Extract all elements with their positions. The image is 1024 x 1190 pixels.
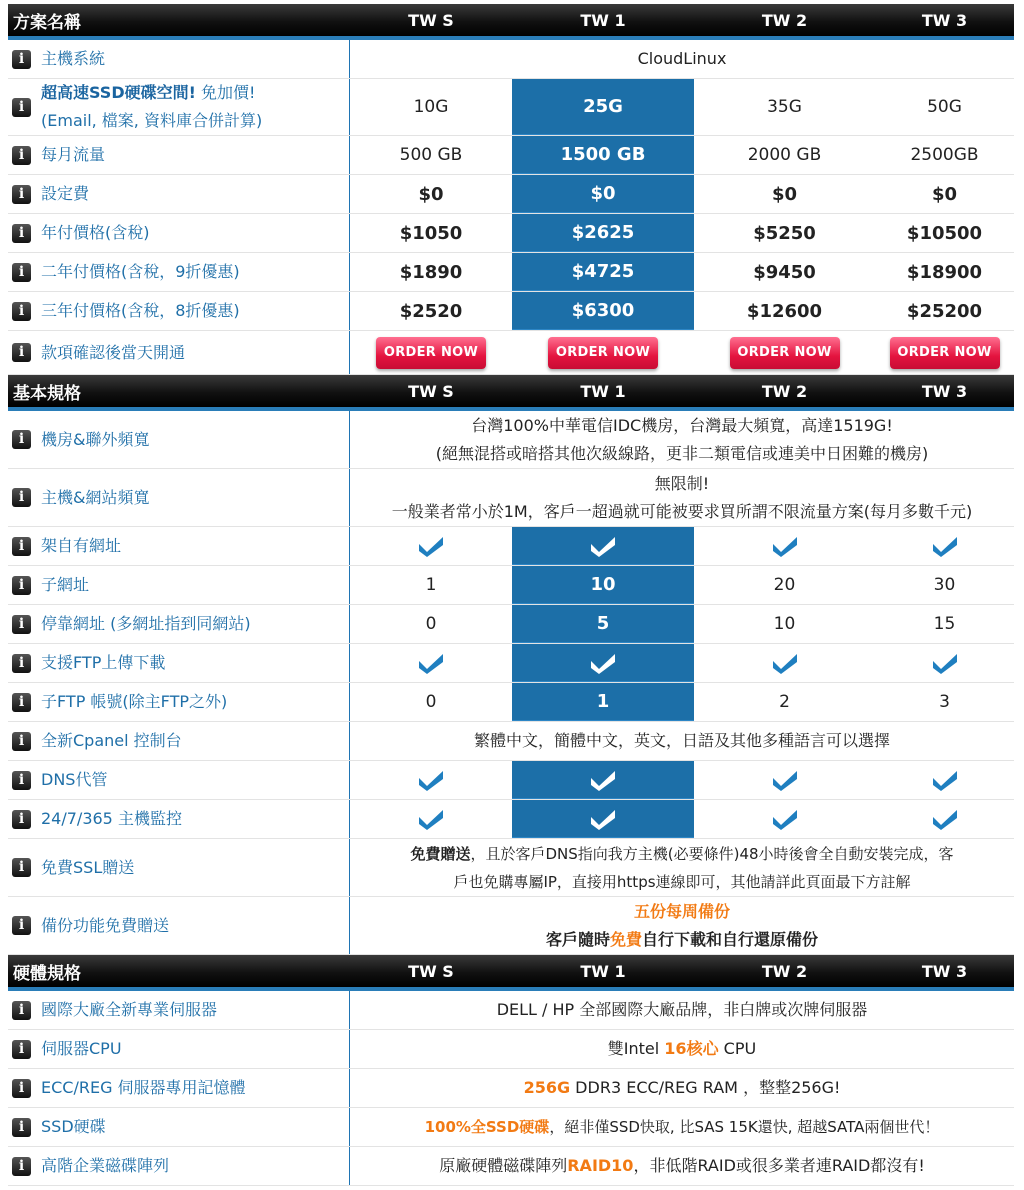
- plan-header: TW 2: [761, 381, 808, 401]
- cell-value: 2: [779, 692, 790, 712]
- table-row: [8, 214, 1014, 253]
- row-label: 國際大廠全新專業伺服器: [41, 1000, 218, 1019]
- cell-value: 台灣100%中華電信IDC機房，台灣最大頻寬，高達1519G! (絕無混搭或暗搭其他次級線路，更非二類電信或連美中日困難的機房): [435, 415, 929, 463]
- check-icon: [418, 769, 444, 791]
- plan-header: TW 1: [580, 381, 626, 401]
- info-icon[interactable]: i: [12, 1157, 31, 1176]
- cell-value: $2625: [512, 214, 694, 252]
- cell-value: 10: [512, 566, 694, 604]
- cell-value: 1500 GB: [512, 136, 694, 174]
- info-icon[interactable]: i: [12, 185, 31, 204]
- table-row: [8, 527, 1014, 566]
- check-icon: [772, 535, 798, 557]
- row-label: 子網址: [41, 575, 90, 594]
- cell-value: $18900: [906, 261, 983, 283]
- check-icon: [932, 808, 958, 830]
- cell-value: 10G: [413, 97, 449, 117]
- table-row: [8, 722, 1014, 761]
- check-icon: [932, 652, 958, 674]
- info-icon[interactable]: i: [12, 98, 31, 117]
- info-icon[interactable]: i: [12, 1118, 31, 1137]
- plan-header: TW 3: [921, 381, 968, 401]
- cell-value: 原廠硬體磁碟陣列RAID10，非低階RAID或很多業者連RAID都沒有!: [439, 1156, 925, 1175]
- plan-header: TW 1: [580, 961, 626, 981]
- info-icon[interactable]: i: [12, 1079, 31, 1098]
- row-label: 24/7/365 主機監控: [41, 809, 182, 828]
- check-icon: [772, 652, 798, 674]
- cell-value: $12600: [746, 300, 823, 322]
- row-label: 年付價格(含稅): [41, 223, 150, 242]
- table-row: [8, 761, 1014, 800]
- info-icon[interactable]: i: [12, 224, 31, 243]
- check-icon: [772, 769, 798, 791]
- table-row: [8, 1147, 1014, 1186]
- cell-value: $6300: [512, 292, 694, 330]
- cell-value: $0: [771, 183, 798, 205]
- info-icon[interactable]: i: [12, 343, 31, 362]
- info-icon[interactable]: i: [12, 810, 31, 829]
- cell-value: 0: [425, 614, 437, 634]
- cell-value: $25200: [906, 300, 983, 322]
- check-icon: [772, 808, 798, 830]
- row-label: 免費SSL贈送: [41, 857, 135, 877]
- section-header-basic: [8, 375, 1014, 411]
- info-icon[interactable]: i: [12, 693, 31, 712]
- cell-value: 無限制! 一般業者常小於1M，客戶一超過就可能被要求買所謂不限流量方案(每月多數千元): [391, 473, 973, 521]
- info-icon[interactable]: i: [12, 537, 31, 556]
- order-now-button[interactable]: ORDER NOW: [730, 337, 840, 369]
- table-row: [8, 292, 1014, 331]
- section-header-hardware: [8, 955, 1014, 991]
- check-icon: [590, 535, 616, 557]
- check-icon: [418, 652, 444, 674]
- row-label: SSD硬碟: [41, 1117, 106, 1136]
- table-row: [8, 1069, 1014, 1108]
- info-icon[interactable]: i: [12, 576, 31, 595]
- row-label: 主機系統: [41, 49, 106, 68]
- table-row: [8, 897, 1014, 955]
- check-icon: [932, 769, 958, 791]
- cell-value: 100%全SSD硬碟，絕非僅SSD快取, 比SAS 15K還快, 超越SATA兩個世代！: [424, 1118, 940, 1136]
- table-row: [8, 411, 1014, 469]
- row-label: 超高速SSD硬碟空間! 免加價! (Email, 檔案, 資料庫合併計算): [41, 83, 263, 130]
- cell-value: 20: [773, 575, 796, 595]
- cell-value: 五份每周備份 客戶隨時免費自行下載和自行還原備份: [545, 901, 819, 949]
- table-row: [8, 136, 1014, 175]
- cell-value: 0: [425, 692, 437, 712]
- cell-value: 500 GB: [399, 145, 463, 165]
- cell-value: 免費贈送，且於客戶DNS指向我方主機(必要條件)48小時後會全自動安裝完成，客 戶也免購專屬IP，直接用https連線即可，其他請詳此頁面最下方註解: [410, 844, 954, 891]
- section-title: 基本規格: [13, 383, 81, 404]
- row-label: 支援FTP上傳下載: [41, 653, 166, 672]
- plan-header: TW 3: [921, 961, 968, 981]
- info-icon[interactable]: i: [12, 1040, 31, 1059]
- info-icon[interactable]: i: [12, 1001, 31, 1020]
- info-icon[interactable]: i: [12, 146, 31, 165]
- plan-header: TW S: [408, 10, 454, 30]
- cell-value: CloudLinux: [637, 49, 727, 68]
- row-label: 架自有網址: [41, 536, 122, 555]
- plan-header: TW S: [408, 381, 454, 401]
- row-label: 三年付價格(含稅，8折優惠): [41, 301, 240, 320]
- check-icon: [590, 652, 616, 674]
- check-icon: [932, 535, 958, 557]
- cell-value: 1: [512, 683, 694, 721]
- cell-value: 雙Intel 16核心 CPU: [607, 1039, 757, 1058]
- table-row: [8, 40, 1014, 79]
- info-icon[interactable]: i: [12, 302, 31, 321]
- info-icon[interactable]: i: [12, 488, 31, 507]
- order-now-button[interactable]: ORDER NOW: [548, 337, 658, 369]
- check-icon: [590, 769, 616, 791]
- check-icon: [418, 535, 444, 557]
- table-row: [8, 683, 1014, 722]
- table-row: [8, 79, 1014, 136]
- check-icon: [418, 808, 444, 830]
- info-icon[interactable]: i: [12, 858, 31, 877]
- section-title: 方案名稱: [13, 12, 81, 33]
- row-label: 設定費: [41, 184, 90, 203]
- cell-value: $10500: [906, 222, 983, 244]
- plan-header: TW 1: [580, 10, 626, 30]
- cell-value: 2500GB: [910, 145, 979, 165]
- row-label: 全新Cpanel 控制台: [41, 731, 182, 750]
- cell-value: 35G: [767, 97, 802, 117]
- plan-header: TW 2: [761, 961, 808, 981]
- table-row: [8, 331, 1014, 375]
- row-label: 二年付價格(含稅，9折優惠): [41, 262, 240, 281]
- cell-value: DELL / HP 全部國際大廠品牌，非白牌或次牌伺服器: [496, 1000, 868, 1019]
- info-icon[interactable]: i: [12, 430, 31, 449]
- cell-value: 25G: [512, 79, 694, 135]
- cell-value: 1: [425, 575, 437, 595]
- table-row: [8, 991, 1014, 1030]
- row-label: 款項確認後當天開通: [41, 342, 186, 362]
- plan-comparison-table: [8, 4, 1014, 1186]
- table-row: [8, 839, 1014, 897]
- cell-value: 256G DDR3 ECC/REG RAM ，整整256G!: [523, 1078, 841, 1097]
- table-row: [8, 175, 1014, 214]
- cell-value: 30: [933, 575, 956, 595]
- cell-value: $9450: [753, 261, 816, 283]
- info-icon[interactable]: i: [12, 615, 31, 634]
- order-now-button[interactable]: ORDER NOW: [376, 337, 486, 369]
- table-row: [8, 1030, 1014, 1069]
- cell-value: 5: [512, 605, 694, 643]
- cell-value: 2000 GB: [747, 145, 822, 165]
- row-label: DNS代管: [41, 770, 108, 789]
- order-now-button[interactable]: ORDER NOW: [890, 337, 1000, 369]
- cell-value: 50G: [927, 97, 962, 117]
- table-row: [8, 800, 1014, 839]
- check-icon: [590, 808, 616, 830]
- row-label: 備份功能免費贈送: [41, 915, 170, 935]
- table-row: [8, 605, 1014, 644]
- table-row: [8, 1108, 1014, 1147]
- info-icon[interactable]: i: [12, 771, 31, 790]
- cell-value: $0: [512, 175, 694, 213]
- info-icon[interactable]: i: [12, 50, 31, 69]
- row-label: 機房&聯外頻寬: [41, 429, 150, 449]
- section-title: 硬體規格: [13, 963, 81, 984]
- section-header-plan: [8, 4, 1014, 40]
- row-label: ECC/REG 伺服器專用記憶體: [41, 1078, 246, 1097]
- plan-header: TW S: [408, 961, 454, 981]
- cell-value: 15: [933, 614, 956, 634]
- row-label: 子FTP 帳號(除主FTP之外): [41, 692, 228, 711]
- info-icon[interactable]: i: [12, 732, 31, 751]
- cell-value: 3: [939, 692, 950, 712]
- row-label: 停靠網址 (多網址指到同網站): [41, 614, 251, 633]
- table-row: [8, 566, 1014, 605]
- row-label: 每月流量: [41, 145, 106, 164]
- cell-value: $4725: [512, 253, 694, 291]
- info-icon[interactable]: i: [12, 263, 31, 282]
- row-label: 伺服器CPU: [41, 1039, 122, 1058]
- info-icon[interactable]: i: [12, 916, 31, 935]
- cell-value: $1890: [399, 261, 463, 283]
- row-label: 高階企業磁碟陣列: [41, 1156, 170, 1175]
- cell-value: $2520: [399, 300, 463, 322]
- cell-value: 10: [773, 614, 796, 634]
- cell-value: $5250: [753, 222, 816, 244]
- cell-value: $1050: [399, 222, 463, 244]
- info-icon[interactable]: i: [12, 654, 31, 673]
- cell-value: $0: [931, 183, 958, 205]
- table-row: [8, 644, 1014, 683]
- row-label: 主機&網站頻寬: [41, 487, 150, 507]
- cell-value: $0: [418, 183, 444, 205]
- cell-value: 繁體中文，簡體中文，英文，日語及其他多種語言可以選擇: [473, 731, 890, 750]
- plan-header: TW 2: [761, 10, 808, 30]
- plan-header: TW 3: [921, 10, 968, 30]
- table-row: [8, 253, 1014, 292]
- table-row: [8, 469, 1014, 527]
